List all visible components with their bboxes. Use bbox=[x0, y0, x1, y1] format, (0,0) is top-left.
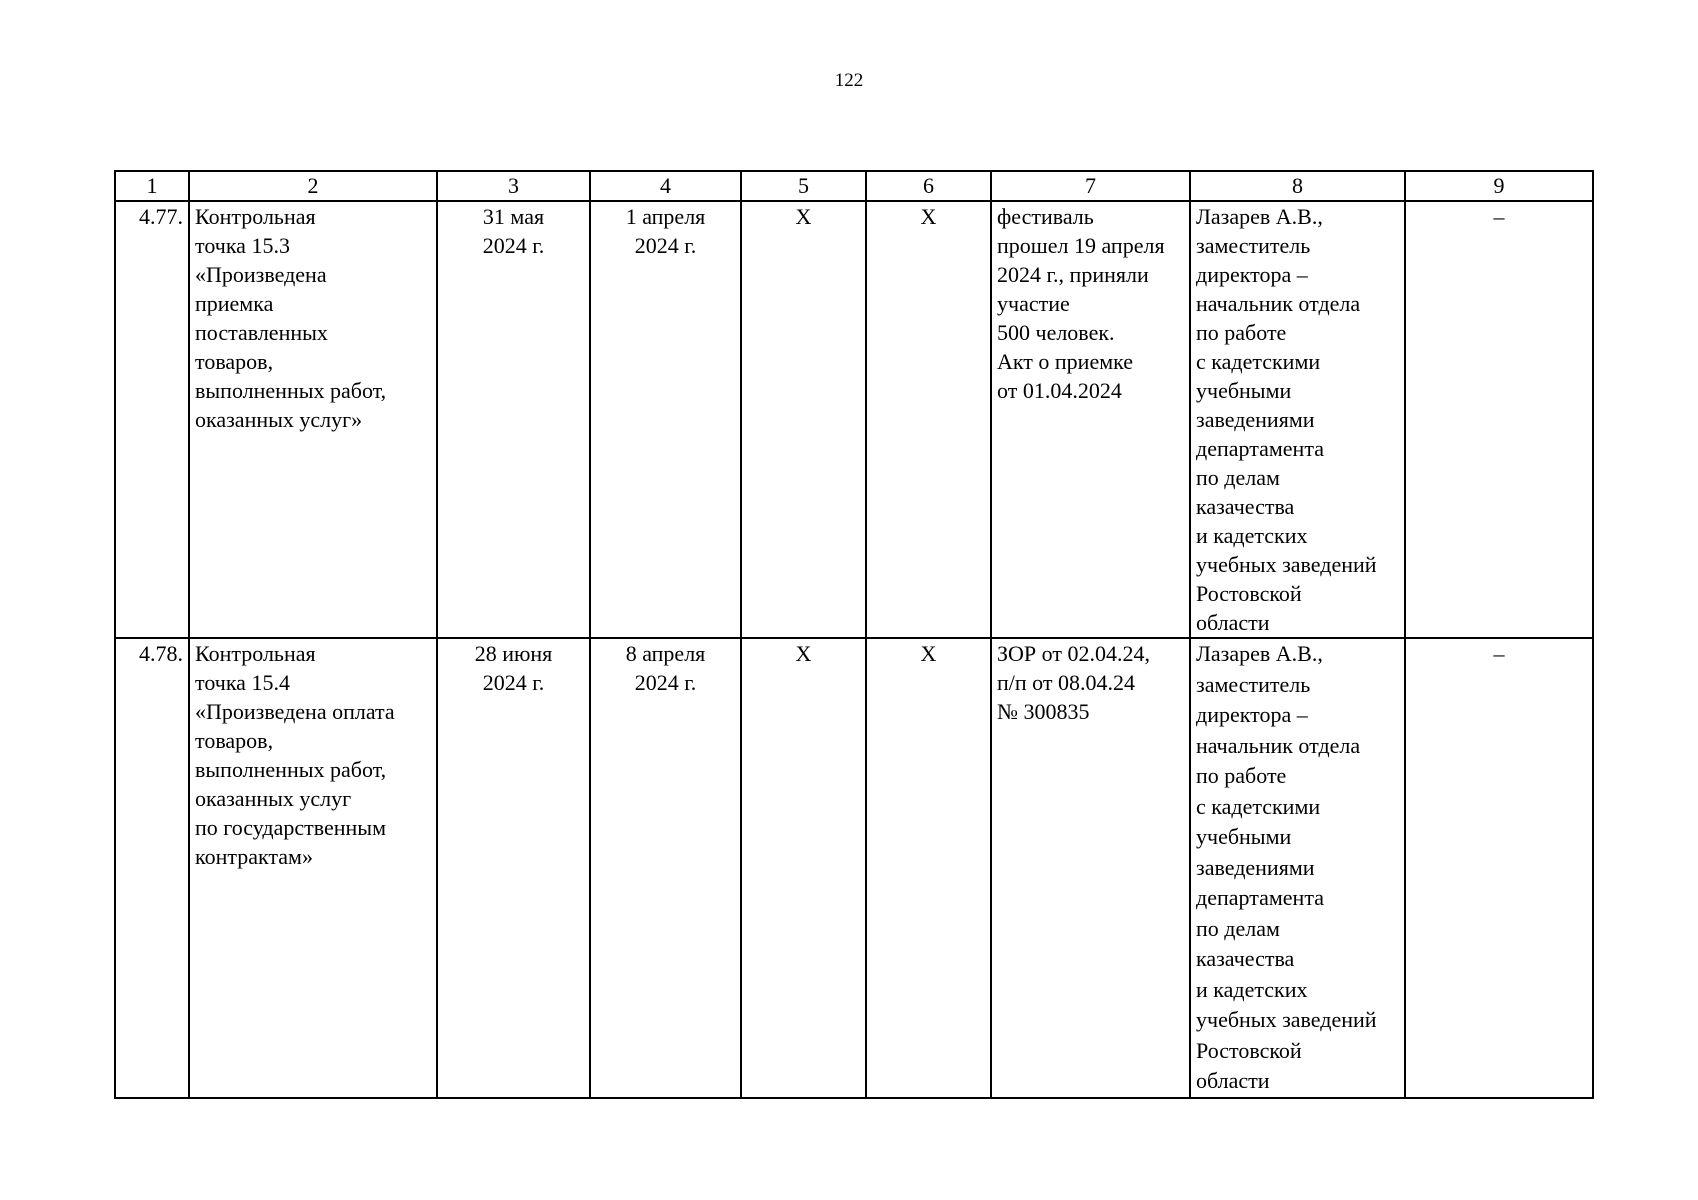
header-col-7: 7 bbox=[991, 171, 1190, 201]
cell-line: по делам bbox=[1196, 915, 1280, 941]
page-number: 122 bbox=[834, 70, 864, 91]
cell-line: Контрольная bbox=[195, 641, 316, 666]
table-row bbox=[115, 638, 1593, 1098]
cell-line: фестиваль bbox=[997, 204, 1094, 229]
cell-line: точка 15.3 bbox=[195, 233, 290, 258]
row-plan-date bbox=[437, 638, 590, 1098]
cell-line: 2024 г. bbox=[482, 670, 545, 695]
cell-line: Лазарев А.В., bbox=[1196, 641, 1323, 666]
header-col-3: 3 bbox=[437, 171, 590, 201]
row-col5-mark: X bbox=[741, 201, 866, 638]
cell-line: и кадетских bbox=[1196, 523, 1308, 548]
cell-line: заместитель bbox=[1196, 233, 1311, 258]
cell-line: Ростовской bbox=[1196, 1037, 1302, 1063]
cell-line: с кадетскими bbox=[1196, 793, 1321, 819]
table-row bbox=[115, 201, 1593, 638]
cell-line: оказанных услуг bbox=[195, 786, 352, 811]
cell-line: 31 мая bbox=[482, 204, 545, 229]
row-plan-date bbox=[437, 201, 590, 638]
cell-line: директора – bbox=[1196, 702, 1308, 727]
cell-line: приемка bbox=[195, 291, 274, 316]
cell-line: учебных заведений bbox=[1196, 552, 1377, 577]
cell-line: Акт о приемке bbox=[997, 349, 1134, 374]
cell-line: Лазарев А.В., bbox=[1196, 204, 1323, 229]
cell-line: товаров, bbox=[195, 349, 274, 374]
cell-line: № 300835 bbox=[997, 699, 1090, 724]
cell-line: и кадетских bbox=[1196, 976, 1308, 1002]
cell-line: учебными bbox=[1196, 378, 1292, 403]
row-col9: – bbox=[1405, 201, 1593, 638]
row-number: 4.77. bbox=[115, 201, 189, 638]
row-col9: – bbox=[1405, 638, 1593, 1098]
cell-line: заведениями bbox=[1196, 407, 1315, 432]
cell-line: по работе bbox=[1196, 320, 1287, 345]
cell-line: Ростовской bbox=[1196, 581, 1302, 606]
cell-line: 28 июня bbox=[474, 641, 553, 666]
row-number: 4.78. bbox=[115, 638, 189, 1098]
row-name bbox=[189, 638, 437, 1098]
row-col6-mark: X bbox=[866, 201, 991, 638]
cell-line: 2024 г., приняли bbox=[997, 262, 1149, 287]
cell-line: 8 апреля bbox=[625, 641, 706, 666]
header-col-1: 1 bbox=[115, 171, 189, 201]
cell-line: точка 15.4 bbox=[195, 670, 290, 695]
row-responsible bbox=[1190, 201, 1405, 638]
cell-line: «Произведена bbox=[195, 262, 327, 287]
cell-line: по государственным bbox=[195, 815, 386, 840]
cell-line: заведениями bbox=[1196, 854, 1315, 880]
row-result bbox=[991, 201, 1190, 638]
cell-line: 2024 г. bbox=[482, 233, 545, 258]
cell-line: «Произведена оплата bbox=[195, 699, 395, 724]
cell-line: учебных заведений bbox=[1196, 1007, 1377, 1032]
row-col5-mark: X bbox=[741, 638, 866, 1098]
report-table bbox=[114, 170, 1594, 1099]
cell-line: контрактам» bbox=[195, 844, 313, 869]
cell-line: 1 апреля bbox=[625, 204, 706, 229]
row-fact-date bbox=[590, 638, 741, 1098]
header-col-6: 6 bbox=[866, 171, 991, 201]
cell-line: департамента bbox=[1196, 436, 1324, 461]
cell-line: с кадетскими bbox=[1196, 349, 1321, 374]
row-name bbox=[189, 201, 437, 638]
cell-line: 2024 г. bbox=[634, 233, 697, 258]
cell-line: начальник отдела bbox=[1196, 291, 1361, 316]
cell-line: департамента bbox=[1196, 885, 1324, 910]
cell-line: области bbox=[1196, 610, 1270, 635]
cell-line: оказанных услуг» bbox=[195, 407, 363, 432]
cell-line: казачества bbox=[1196, 946, 1295, 971]
row-result bbox=[991, 638, 1190, 1098]
cell-line: учебными bbox=[1196, 824, 1292, 849]
row-fact-date bbox=[590, 201, 741, 638]
header-col-5: 5 bbox=[741, 171, 866, 201]
cell-line: поставленных bbox=[195, 320, 328, 345]
header-col-8: 8 bbox=[1190, 171, 1405, 201]
table-header-row bbox=[115, 171, 1593, 201]
cell-line: выполненных работ, bbox=[195, 757, 387, 782]
header-col-2: 2 bbox=[189, 171, 437, 201]
cell-line: участие bbox=[997, 291, 1070, 316]
cell-line: от 01.04.2024 bbox=[997, 378, 1122, 403]
row-responsible bbox=[1190, 638, 1405, 1098]
cell-line: по работе bbox=[1196, 763, 1287, 788]
header-col-4: 4 bbox=[590, 171, 741, 201]
cell-line: п/п от 08.04.24 bbox=[997, 670, 1135, 695]
cell-line: выполненных работ, bbox=[195, 378, 387, 403]
row-col6-mark: X bbox=[866, 638, 991, 1098]
cell-line: 500 человек. bbox=[997, 320, 1115, 345]
cell-line: ЗОР от 02.04.24, bbox=[997, 641, 1150, 666]
cell-line: заместитель bbox=[1196, 671, 1311, 697]
cell-line: области bbox=[1196, 1068, 1270, 1093]
cell-line: 2024 г. bbox=[634, 670, 697, 695]
header-col-9: 9 bbox=[1405, 171, 1593, 201]
cell-line: Контрольная bbox=[195, 204, 316, 229]
cell-line: казачества bbox=[1196, 494, 1295, 519]
cell-line: товаров, bbox=[195, 728, 274, 753]
cell-line: начальник отдела bbox=[1196, 732, 1361, 758]
cell-line: директора – bbox=[1196, 262, 1308, 287]
cell-line: прошел 19 апреля bbox=[997, 233, 1165, 258]
cell-line: по делам bbox=[1196, 465, 1280, 490]
